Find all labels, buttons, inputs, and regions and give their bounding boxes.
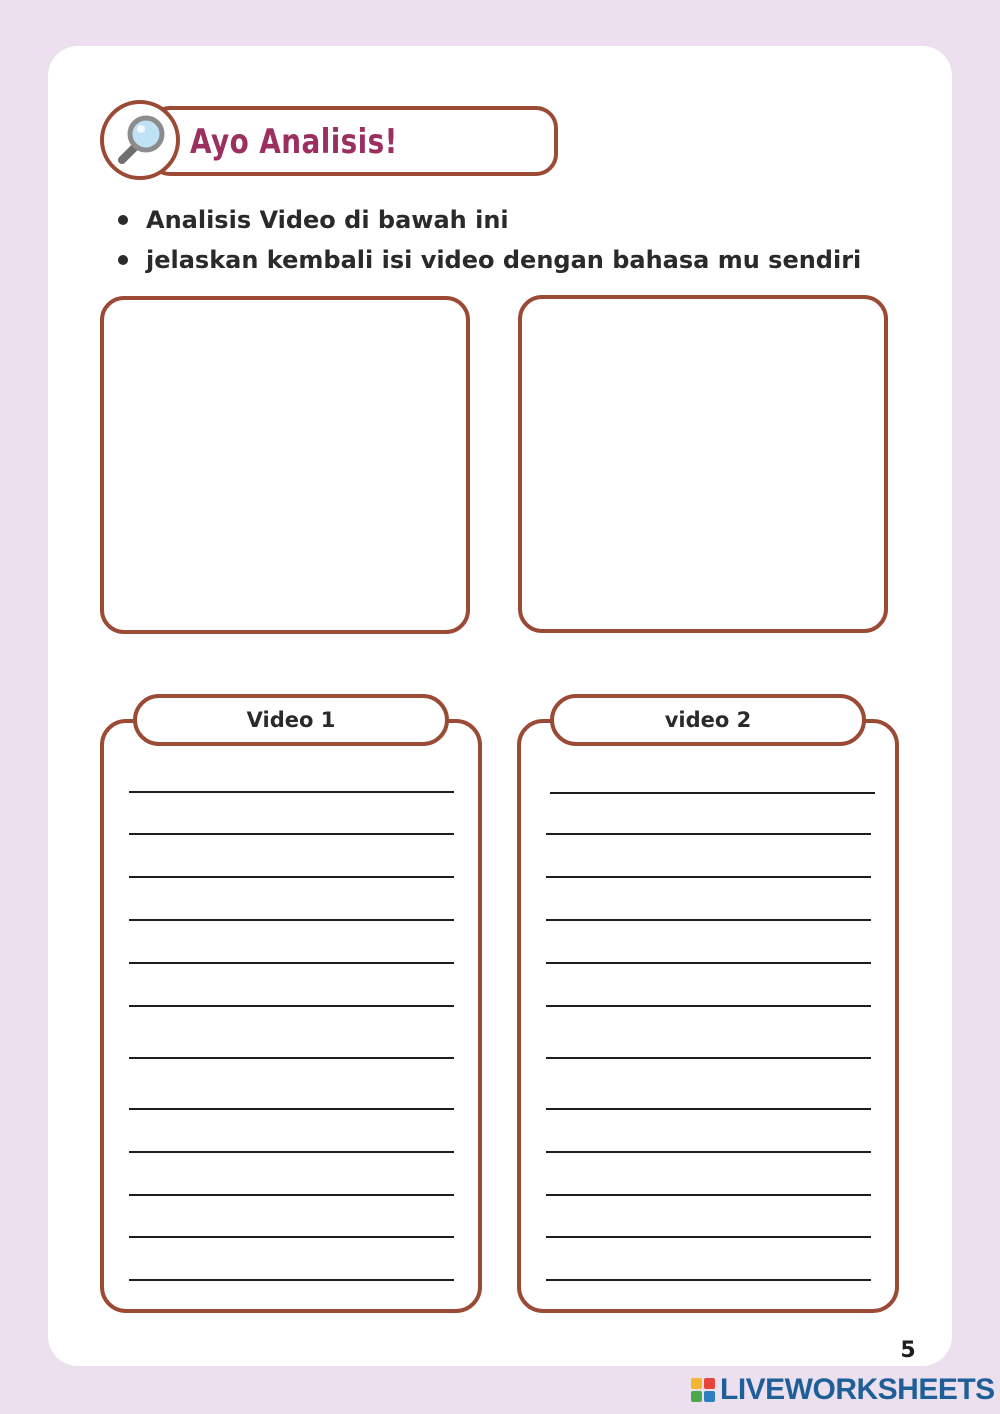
answer-line[interactable] — [546, 1108, 871, 1110]
answer-line[interactable] — [550, 792, 875, 794]
instruction-item: jelaskan kembali isi video dengan bahasa mu sendiri — [118, 240, 861, 280]
magnifier-icon — [100, 100, 180, 180]
answer-line[interactable] — [546, 1057, 871, 1059]
answer-line[interactable] — [129, 1057, 454, 1059]
answer-line[interactable] — [129, 962, 454, 964]
answer-line[interactable] — [129, 1108, 454, 1110]
answer-box-video-1 — [100, 719, 482, 1313]
answer-box-label: video 2 — [550, 694, 866, 746]
answer-line[interactable] — [129, 1279, 454, 1281]
answer-line[interactable] — [129, 876, 454, 878]
answer-line[interactable] — [546, 919, 871, 921]
page-title: Ayo Analisis! — [190, 122, 398, 162]
instruction-list — [118, 200, 861, 280]
instruction-item: Analisis Video di bawah ini — [118, 200, 861, 240]
brand-logo — [690, 1372, 995, 1408]
answer-line[interactable] — [546, 1236, 871, 1238]
answer-line[interactable] — [129, 833, 454, 835]
page-number: 5 — [900, 1338, 916, 1363]
answer-line[interactable] — [546, 1194, 871, 1196]
answer-line[interactable] — [546, 833, 871, 835]
answer-line[interactable] — [546, 1005, 871, 1007]
answer-line[interactable] — [546, 1151, 871, 1153]
answer-line[interactable] — [129, 791, 454, 793]
answer-line[interactable] — [129, 1236, 454, 1238]
answer-line[interactable] — [129, 1194, 454, 1196]
answer-box-video-2 — [517, 719, 899, 1313]
answer-line[interactable] — [546, 876, 871, 878]
answer-line[interactable] — [129, 1151, 454, 1153]
liveworksheets-icon — [690, 1377, 716, 1403]
answer-line[interactable] — [129, 1005, 454, 1007]
answer-line[interactable] — [546, 1279, 871, 1281]
answer-line[interactable] — [129, 919, 454, 921]
video-frame-1[interactable] — [100, 296, 470, 634]
video-frame-2[interactable] — [518, 295, 888, 633]
answer-box-label: Video 1 — [133, 694, 449, 746]
brand-name: LIVEWORKSHEETS — [720, 1373, 995, 1406]
answer-line[interactable] — [546, 962, 871, 964]
